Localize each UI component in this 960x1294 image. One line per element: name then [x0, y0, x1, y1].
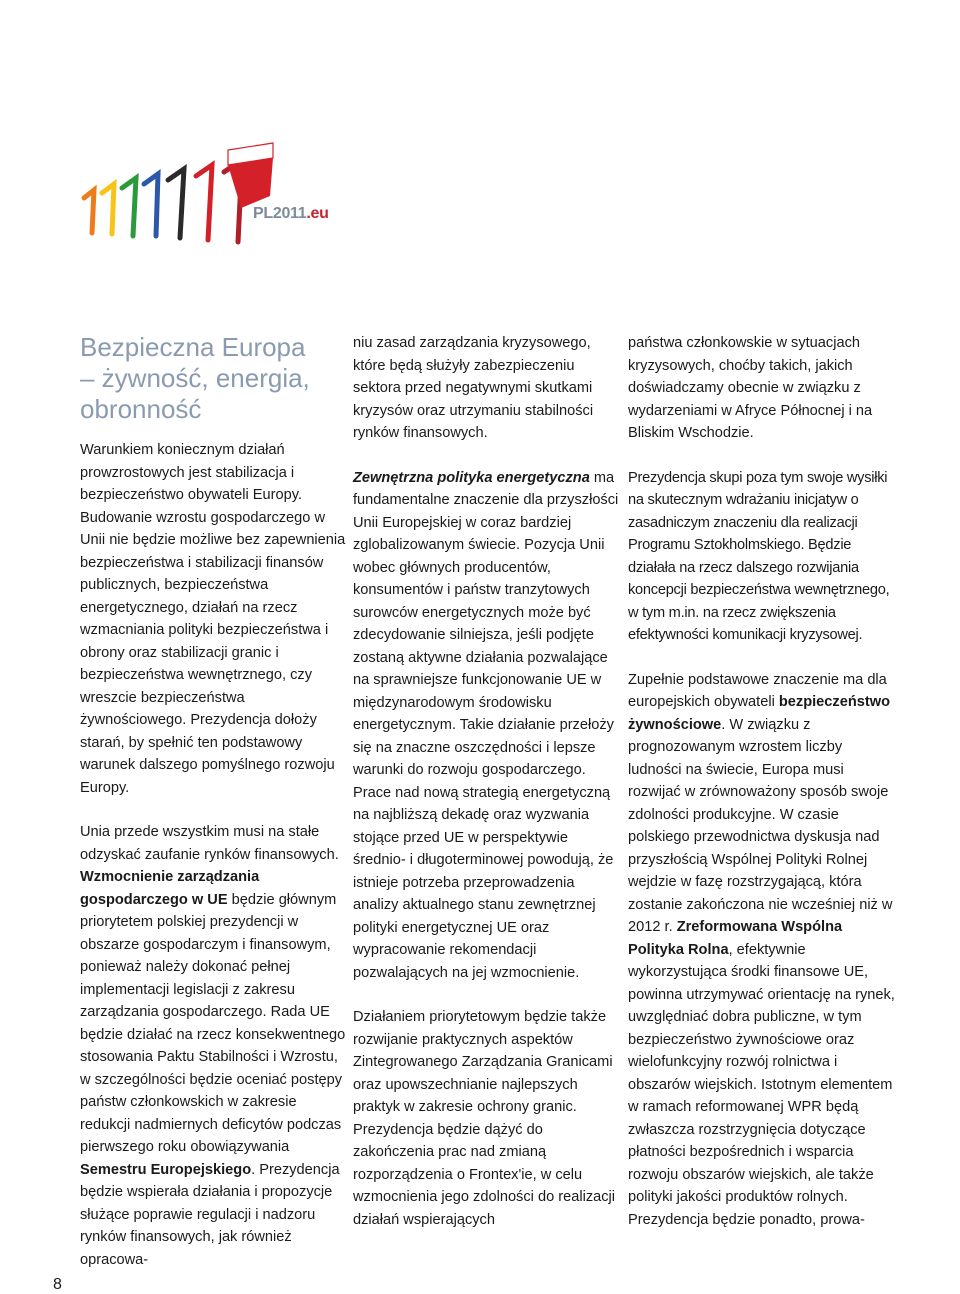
paragraph [628, 669, 896, 1232]
flag-red-band [228, 158, 273, 208]
paragraph: niu zasad zarządzania kryzysowego, które będą służyły zabezpieczeniu sektora przed negatywnymi skutkami kryzysów oraz utrzymaniu stabilności rynków finansowych. [353, 335, 594, 441]
logo-wordmark-main: PL2011 [253, 205, 307, 222]
logo-wordmark-suffix: .eu [306, 205, 329, 222]
presidency-logo [78, 138, 338, 248]
text-run: Unia przede wszystkim musi na stałe odzyskać zaufanie rynków finansowych. [80, 824, 339, 863]
emphasis-text: Wzmocnienie zarządzania gospodarczego w UE [80, 869, 260, 908]
logo-stroke-yellow [102, 184, 114, 234]
logo-stroke-red [196, 165, 212, 240]
column-left [80, 332, 348, 1293]
emphasis-text: bezpieczeństwo żywnościowe [628, 694, 890, 733]
text-run: . W związku z prognozowanym wzrostem liczby ludności na świecie, Europa musi rozwijać w zrównoważony sposób swoje zdolności produkcyjne. W czasie polskiego przewodnictwa dyskusja nad przyszłością Wspólnej Polityki Rolnej wejdzie w fazę rozstrzygającą, która zostanie zakończona nie wcześniej niż w 2012 r. [628, 716, 893, 935]
emphasis-text: Zreformowana Wspólna Polityka Rolna [628, 919, 843, 958]
text-run: . Prezydencja będzie wspierała działania i propozycje służące poprawie regulacji i nadzoru rynków finansowych, jak również opracowa- [80, 1161, 340, 1268]
paragraph: Warunkiem koniecznym działań prowzrostowych jest stabilizacja i bezpieczeństwo obywateli Europy. Budowanie wzrostu gospodarczego w Unii nie będzie możliwe bez zapewnienia bezpieczeństwa i stabilizacji finansów publicznych, bezpieczeństwa energetycznego, działań na rzecz wzmacniania polityki bezpieczeństwa i obrony oraz stabilizacji granic i bezpieczeństwa wewnętrznego, czy wreszcie bezpieczeństwa żywnościowego. Prezydencja dołoży starań, by spełnić ten podstawowy warunek dalszego pomyślnego rozwoju Europy. [80, 442, 346, 796]
paragraph: państwa członkowskie w sytuacjach kryzysowych, choćby takich, jakich doświadczamy obecnie w związku z wydarzeniami w Afryce Północnej i na Bliskim Wschodzie. [628, 335, 873, 441]
text-run: Zupełnie podstawowe znaczenie ma dla europejskich obywateli [628, 671, 887, 710]
paragraph: Działaniem priorytetowym będzie także rozwijanie praktycznych aspektów Zintegrowanego Zarządzania Granicami oraz upowszechnianie najlepszych praktyk w zakresie ochrony granic. Prezydencja będzie dążyć do zakończenia prac nad zmianą rozporządzenia o Frontex'ie, w celu wzmocnienia jego zdolności do realizacji działań wspierających [353, 1009, 616, 1228]
paragraph [353, 467, 621, 985]
column-middle [353, 332, 621, 1253]
title-line-2: – żywność, energia, [80, 363, 310, 393]
emphasis-text: Zewnętrzna polityka energetyczna [353, 469, 590, 486]
logo-stroke-black [168, 169, 184, 238]
title-line-3: obronność [80, 394, 202, 424]
logo-stroke-green [122, 178, 136, 236]
emphasis-text: Semestru Europejskiego [80, 1161, 252, 1178]
text-run: , efektywnie wykorzystująca środki finansowe UE, powinna utrzymywać orientację na rynek, uwzględniać dobra publiczne, w tym bezpieczeństwo żywnościowe oraz wielofunkcyjny rozwój rolnictwa i obszarów wiejskich. Istotnym elementem w ramach reformowanej WPR będą zwłaszcza rozstrzygnięcia dotyczące płatności bezpośrednich i wsparcia rozwoju obszarów wiejskich, ale także polityki jakości produktów rolnych. Prezydencja będzie ponadto, prowa- [628, 941, 895, 1228]
logo-wordmark [253, 205, 329, 223]
logo-stroke-orange [84, 190, 94, 233]
text-run: ma fundamentalne znaczenie dla przyszłości Unii Europejskiej w coraz bardziej zglobalizowanym świecie. Pozycja Unii wobec głównych producentów, konsumentów i państw tranzytowych surowców energetycznych może być zdecydowanie silniejsza, jeśli podjęte zostaną aktywne działania pozwalające na sprawniejsze funkcjonowanie UE w międzynarodowym środowisku energetycznym. Takie działanie przełoży się na znaczne oszczędności i lepsze warunki do rozwoju gospodarczego. Prace nad nową strategią energetyczną na najbliższą dekadę oraz wyzwania stojące przed UE w perspektywie średnio- i długoterminowej powodują, że istnieje potrzeba przeprowadzenia analizy aktualnego stanu zewnętrznej polityki energetycznej UE oraz wypracowanie rekomendacji pozwalających na jej wzmocnienie. [353, 469, 619, 981]
text-run: będzie głównym priorytetem polskiej prezydencji w obszarze gospodarczym i finansowym, ponieważ należy dokonać pełnej implementacji legislacji z zakresu zarządzania gospodarczego. Rada UE będzie działać na rzecz konsekwentnego stosowania Paktu Stabilności i Wzrostu, w szczególności będzie oceniać postępy państw członkowskich w zakresie redukcji nadmiernych deficytów podczas pierwszego roku obowiązywania [80, 891, 346, 1155]
column-right [628, 332, 896, 1253]
paragraph: Prezydencja skupi poza tym swoje wysiłki na skutecznym wdrażaniu inicjatyw o zasadniczym znaczeniu dla realizacji Programu Sztokholmskiego. Będzie działała na rzecz dalszego rozwijania koncepcji bezpieczeństwa wewnętrznego, w tym m.in. na rzecz zwiększenia efektywności komunikacji kryzysowej. [628, 469, 890, 643]
page-title [80, 332, 348, 425]
title-line-1: Bezpieczna Europa [80, 332, 306, 362]
page-number: 8 [53, 1276, 62, 1293]
logo-stroke-blue [144, 174, 158, 236]
paragraph [80, 821, 348, 1271]
